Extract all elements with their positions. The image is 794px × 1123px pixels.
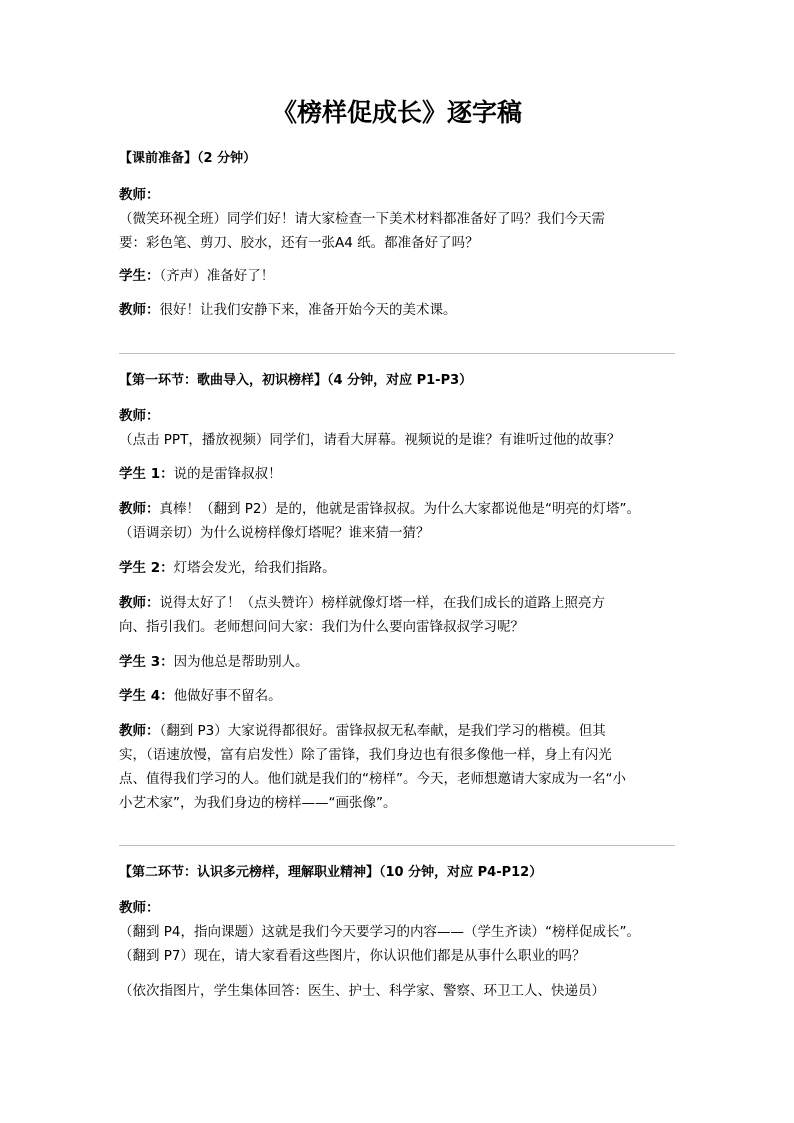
dialogue-line: 要：彩色笔、剪刀、胶水，还有一张A4 纸。都准备好了吗？ bbox=[119, 235, 479, 251]
speaker-label: 学生： bbox=[119, 268, 160, 284]
dialogue-text: （依次指图片，学生集体回答：医生、护士、科学家、警察、环卫工人、快递员） bbox=[119, 983, 605, 999]
dialogue-line: 小艺术家”，为我们身边的榜样——“画张像”。 bbox=[119, 795, 397, 811]
speaker-label: 学生 3： bbox=[119, 654, 174, 670]
dialogue-text: 因为他总是帮助别人。 bbox=[173, 654, 309, 670]
speaker-label: 教师： bbox=[119, 900, 160, 916]
section-heading: 【第二环节：认识多元榜样，理解职业精神】（10 分钟，对应 P4-P12） bbox=[119, 865, 543, 880]
dialogue-line: （语调亲切）为什么说榜样像灯塔呢？谁来猜一猜？ bbox=[119, 525, 430, 541]
dialogue-block bbox=[119, 404, 675, 452]
dialogue-block bbox=[119, 462, 675, 486]
dialogue-line: （点击 PPT，播放视频）同学们，请看大屏幕。视频说的是谁？有谁听过他的故事？ bbox=[119, 432, 621, 448]
speaker-label: 教师： bbox=[119, 723, 160, 739]
section-heading: 【课前准备】（2 分钟） bbox=[119, 151, 257, 166]
speaker-label: 教师： bbox=[119, 187, 160, 203]
dialogue-block bbox=[119, 298, 675, 322]
dialogue-line: 点、值得我们学习的人。他们就是我们的“榜样”。今天，老师想邀请大家成为一名“小 bbox=[119, 771, 626, 787]
dialogue-block bbox=[119, 979, 675, 1003]
dialogue-block bbox=[119, 684, 675, 708]
dialogue-text: 灯塔会发光，给我们指路。 bbox=[173, 560, 336, 576]
speaker-label: 学生 2： bbox=[119, 560, 174, 576]
dialogue-line: （微笑环视全班）同学们好！请大家检查一下美术材料都准备好了吗？我们今天需 bbox=[119, 211, 605, 227]
speaker-label: 学生 4： bbox=[119, 688, 174, 704]
dialogue-line: 实，（语速放慢，富有启发性）除了雷锋，我们身边也有很多像他一样，身上有闪光 bbox=[119, 747, 612, 763]
speaker-label: 学生 1： bbox=[119, 466, 174, 482]
dialogue-block bbox=[119, 556, 675, 580]
speaker-label: 教师： bbox=[119, 408, 160, 424]
dialogue-block bbox=[119, 896, 675, 968]
dialogue-line: （翻到 P7）现在，请大家看看这些图片，你认识他们都是从事什么职业的吗？ bbox=[119, 948, 586, 964]
dialogue-line: （翻到 P4，指向课题）这就是我们今天要学习的内容——（学生齐读）“榜样促成长”。 bbox=[119, 924, 641, 940]
dialogue-text: 说的是雷锋叔叔！ bbox=[173, 466, 282, 482]
dialogue-line: 向、指引我们。老师想问问大家：我们为什么要向雷锋叔叔学习呢？ bbox=[119, 619, 524, 635]
dialogue-block bbox=[119, 719, 675, 815]
dialogue-text: 真棒！（翻到 P2）是的，他就是雷锋叔叔。为什么大家都说他是“明亮的灯塔”。 bbox=[159, 501, 641, 517]
dialogue-text: 他做好事不留名。 bbox=[173, 688, 282, 704]
dialogue-text: （翻到 P3）大家说得都很好。雷锋叔叔无私奉献，是我们学习的楷模。但其 bbox=[159, 723, 606, 739]
dialogue-block bbox=[119, 183, 675, 255]
section-divider bbox=[119, 353, 675, 354]
section-song-intro bbox=[119, 372, 675, 390]
dialogue-text: （齐声）准备好了！ bbox=[159, 268, 275, 284]
speaker-label: 教师： bbox=[119, 501, 160, 517]
speaker-label: 教师： bbox=[119, 302, 160, 318]
section-role-models bbox=[119, 864, 675, 882]
section-preparation bbox=[119, 150, 675, 168]
dialogue-text: 很好！让我们安静下来，准备开始今天的美术课。 bbox=[159, 302, 457, 318]
dialogue-text: 说得太好了！（点头赞许）榜样就像灯塔一样，在我们成长的道路上照亮方 bbox=[159, 595, 605, 611]
section-divider bbox=[119, 845, 675, 846]
dialogue-block bbox=[119, 264, 675, 288]
dialogue-block bbox=[119, 591, 675, 639]
document-title: 《榜样促成长》逐字稿 bbox=[271, 98, 522, 127]
dialogue-block bbox=[119, 650, 675, 674]
section-heading: 【第一环节：歌曲导入，初识榜样】（4 分钟，对应 P1-P3） bbox=[119, 373, 473, 388]
speaker-label: 教师： bbox=[119, 595, 160, 611]
dialogue-block bbox=[119, 497, 675, 545]
